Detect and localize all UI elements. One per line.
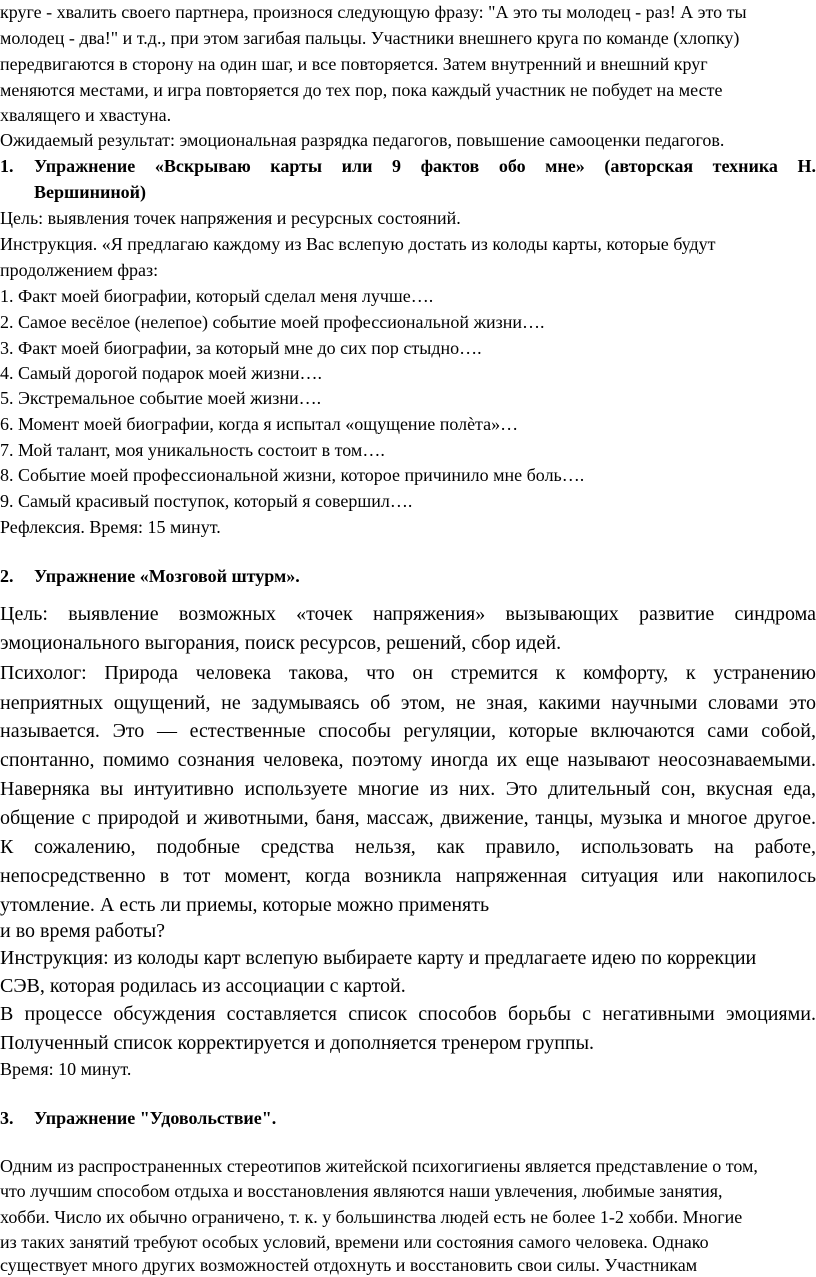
exercise2-text-line: Полученный список корректируется и дополняется тренером группы. — [0, 1032, 595, 1054]
list-item: 8. Событие моей профессиональной жизни, которое причинило мне боль…. — [0, 465, 585, 485]
list-item: 3. Факт моей биографии, за который мне до сих пор стыдно…. — [0, 338, 482, 358]
exercise2-time: Время: 10 минут. — [0, 1059, 132, 1079]
exercise2-text-line: К сожалению, подобные средства нельзя, как правило, использовать на работе, — [0, 836, 816, 858]
exercise2-goal: Цель: выявление возможных «точек напряжения» вызывающих развитие синдрома — [0, 603, 816, 625]
exercise2-text-line: общение с природой и животными, баня, массаж, движение, танцы, музыка и многое другое. — [0, 807, 816, 829]
exercise3-text-line: существует много других возможностей отдохнуть и восстановить свои силы. Участникам — [0, 1255, 698, 1275]
exercise2-text-line: неприятных ощущений, не задумываясь об этом, не зная, какими научными словами это — [0, 692, 816, 714]
exercise2-text-line: спонтанно, помимо сознания человека, поэтому иногда их еще называют неосознаваемыми. — [0, 749, 816, 771]
exercise2-text-line: Наверняка вы интуитивно используете многие из них. Это длительный сон, вкусная еда, — [0, 778, 816, 800]
intro-line-3: передвигаются в сторону на один шаг, и все повторяется. Затем внутренний и внешний круг — [0, 54, 708, 74]
exercise3-text-line: что лучшим способом отдыха и восстановления являются наши увлечения, любимые занятия, — [0, 1181, 723, 1201]
exercise2-text-line: и во время работы? — [0, 920, 166, 942]
intro-line-4: меняются местами, и игра повторяется до тех пор, пока каждый участник не побудет на месте — [0, 80, 723, 100]
exercise2-title: Упражнение «Мозговой штурм». — [34, 566, 300, 586]
exercise3-text-line: хобби. Число их обычно ограничено, т. к. у большинства людей есть не более 1-2 хобби. Многие — [0, 1207, 743, 1227]
list-item: 7. Мой талант, моя уникальность состоит в том…. — [0, 440, 385, 460]
exercise2-text-line: Психолог: Природа человека такова, что он стремится к комфорту, к устранению — [0, 662, 816, 684]
expected-result: Ожидаемый результат: эмоциональная разрядка педагогов, повышение самооценки педагогов. — [0, 130, 725, 150]
exercise1-title: Упражнение «Вскрываю карты или 9 фактов обо мне» (авторская техника Н. — [34, 156, 816, 176]
exercise2-text-line: СЭВ, которая родилась из ассоциации с картой. — [0, 975, 406, 997]
list-item: 1. Факт моей биографии, который сделал меня лучше…. — [0, 286, 434, 306]
exercise2-number: 2. — [0, 566, 14, 586]
list-item: 5. Экстремальное событие моей жизни…. — [0, 388, 322, 408]
exercise1-goal: Цель: выявления точек напряжения и ресурсных состояний. — [0, 208, 461, 228]
exercise3-text-line: Одним из распространенных стереотипов житейской психогигиены является представление о том, — [0, 1156, 758, 1176]
exercise2-text-line: называется. Это — естественные способы регуляции, которые включаются сами собой, — [0, 720, 816, 742]
intro-line-1: круге - хвалить своего партнера, произнося следующую фразу: "А это ты молодец - раз! А это ты — [0, 2, 747, 22]
list-item: 2. Самое весёлое (нелепое) событие моей профессиональной жизни…. — [0, 312, 545, 332]
list-item: 6. Момент моей биографии, когда я испытал «ощущение полѐта»… — [0, 414, 519, 434]
intro-line-5: хвалящего и хвастуна. — [0, 105, 172, 125]
exercise2-text-line: В процессе обсуждения составляется список способов борьбы с негативными эмоциями. — [0, 1003, 816, 1025]
intro-line-2: молодец - два!" и т.д., при этом загибая пальцы. Участники внешнего круга по команде (хлопку) — [0, 28, 740, 48]
exercise2-instruction: Инструкция: из колоды карт вслепую выбираете карту и предлагаете идею по коррекции — [0, 947, 757, 969]
list-item: 9. Самый красивый поступок, который я совершил…. — [0, 491, 413, 511]
exercise3-title: Упражнение "Удовольствие". — [34, 1108, 277, 1128]
exercise2-text-line: утомление. А есть ли приемы, которые можно применять — [0, 894, 490, 916]
exercise3-text-line: из таких занятий требуют особых условий, времени или состояния самого человека. Однако — [0, 1232, 709, 1252]
exercise1-title-cont: Вершининой) — [34, 182, 147, 202]
list-item: 4. Самый дорогой подарок моей жизни…. — [0, 363, 323, 383]
exercise2-text-line: непосредственно в тот момент, когда возникла напряженная ситуация или накопилось — [0, 865, 816, 887]
exercise2-text-line: эмоционального выгорания, поиск ресурсов, решений, сбор идей. — [0, 632, 562, 654]
exercise3-number: 3. — [0, 1108, 14, 1128]
exercise1-instruction: Инструкция. «Я предлагаю каждому из Вас вслепую достать из колоды карты, которые будут — [0, 234, 716, 254]
exercise1-number: 1. — [0, 156, 14, 176]
exercise1-instruction-cont: продолжением фраз: — [0, 260, 159, 280]
exercise1-reflection: Рефлексия. Время: 15 минут. — [0, 517, 221, 537]
